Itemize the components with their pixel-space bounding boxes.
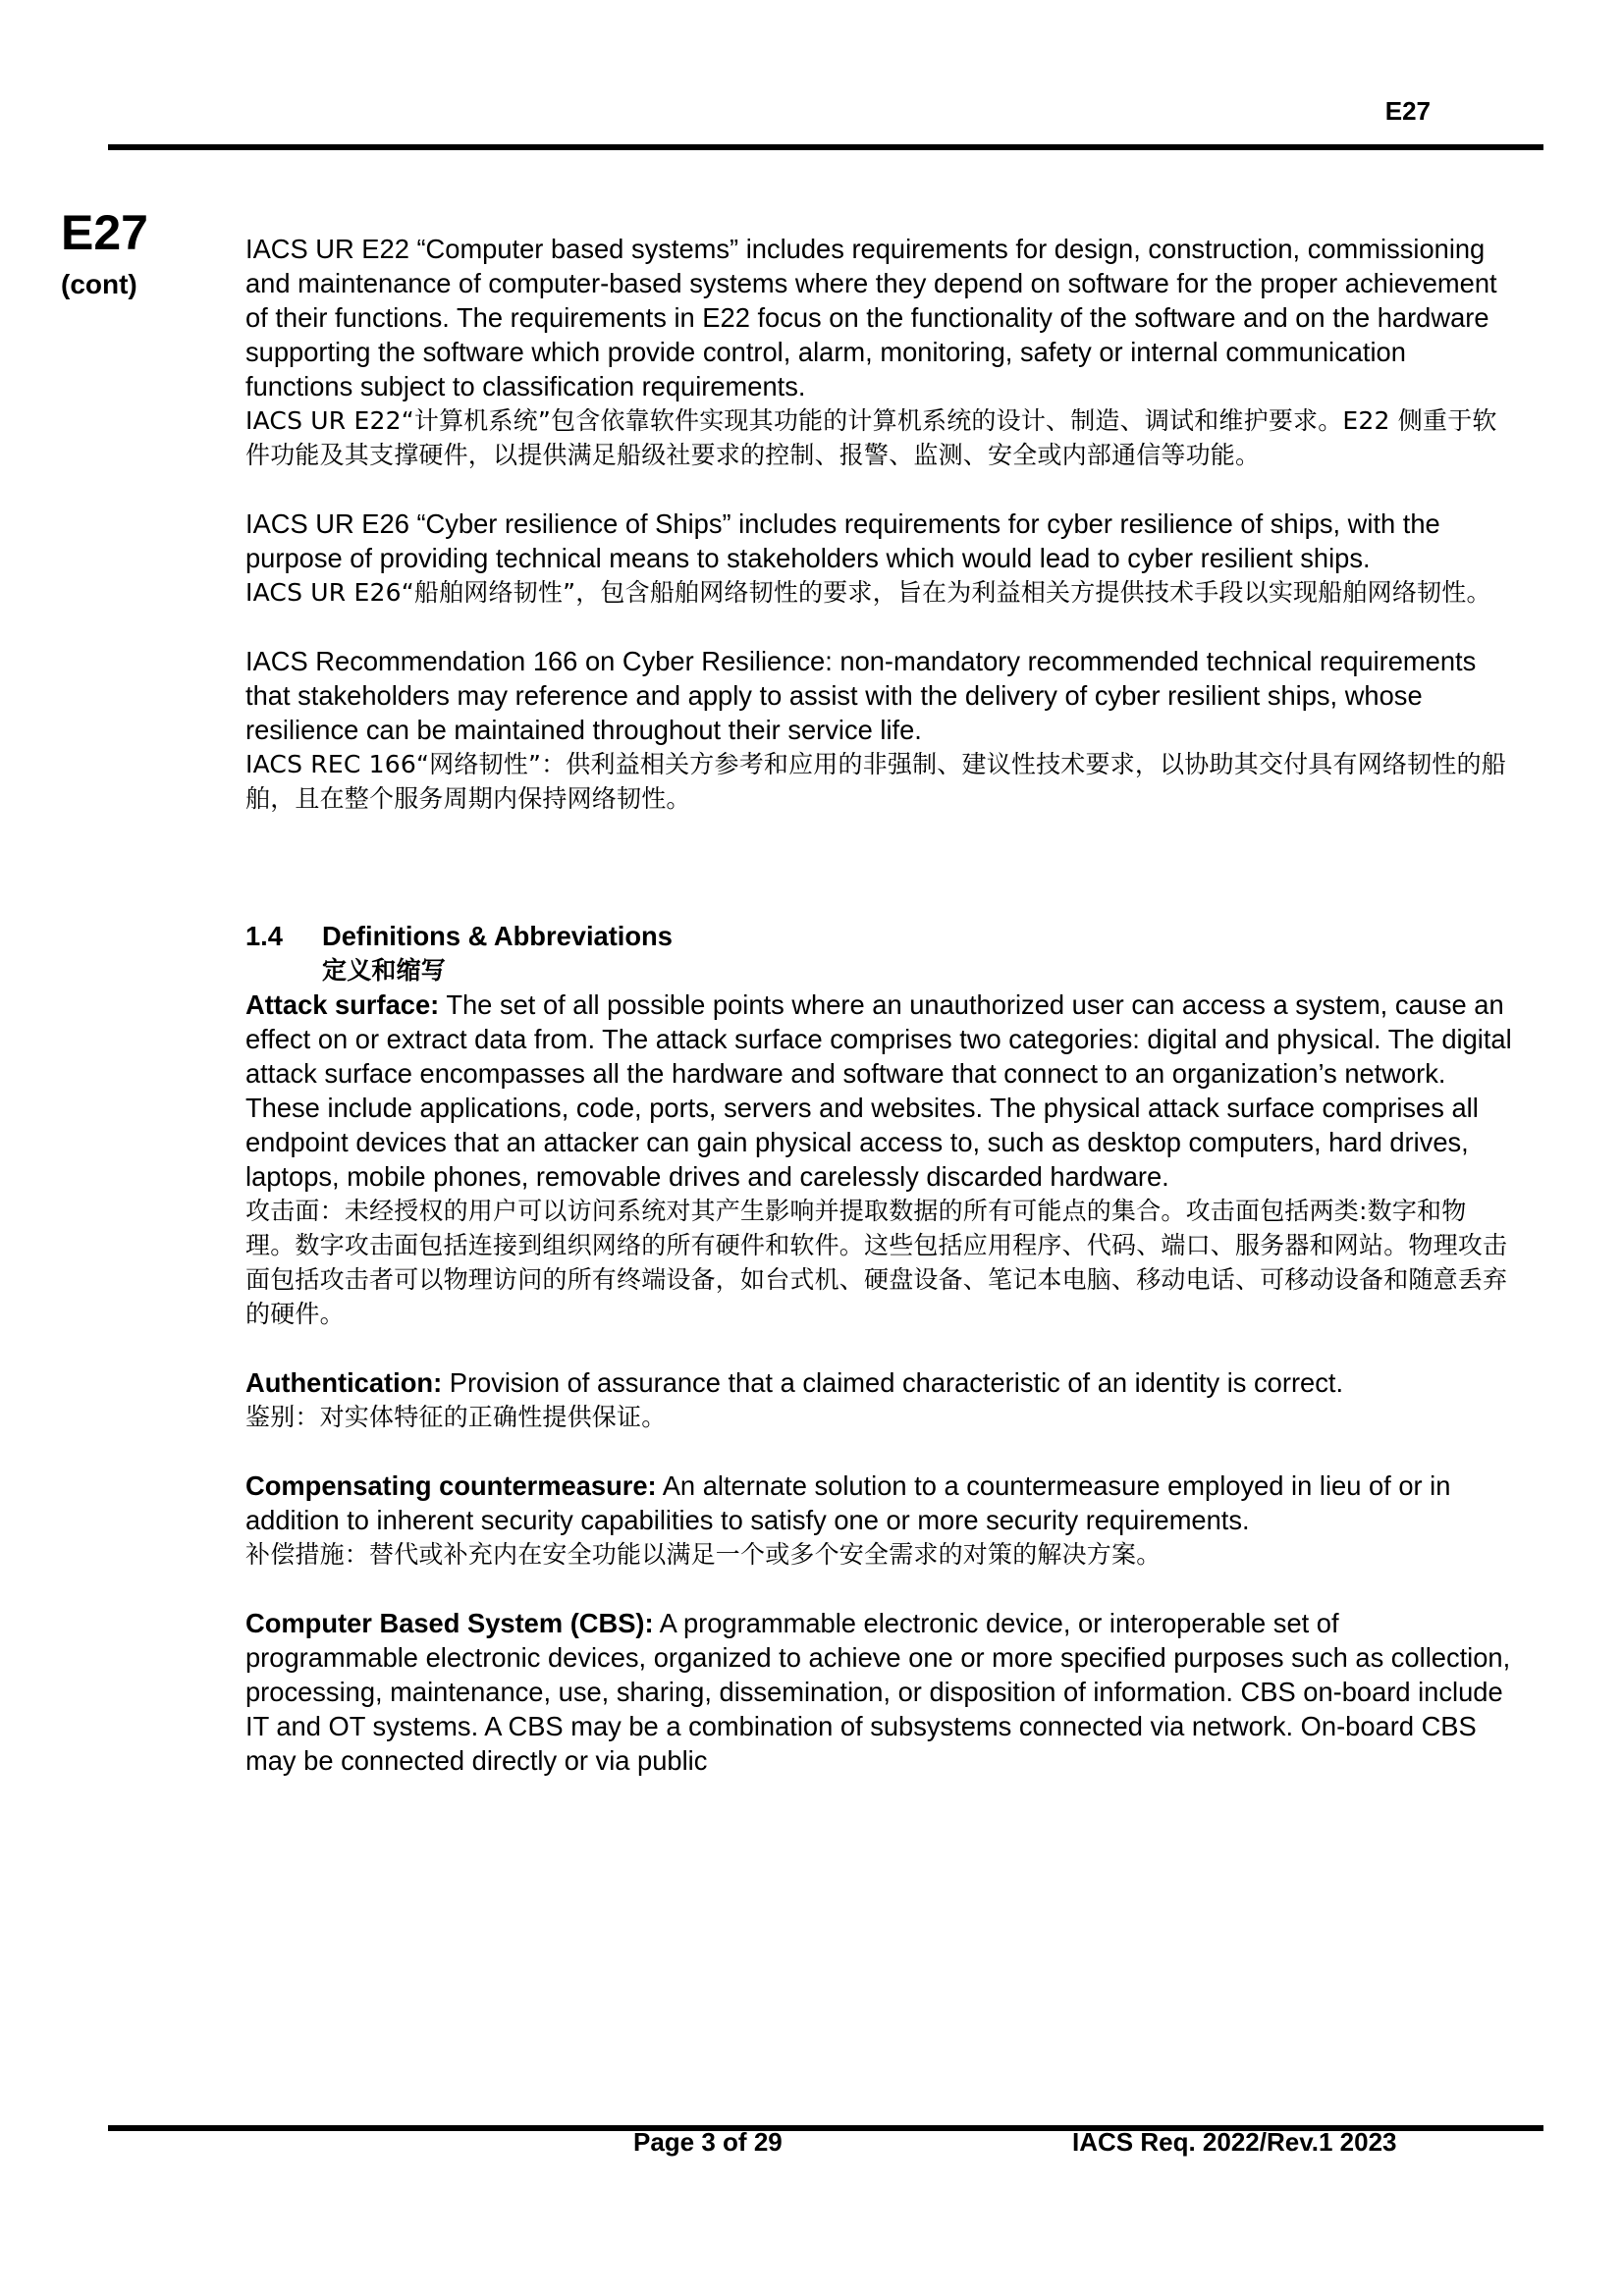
section-heading [245, 919, 1512, 953]
content-body [245, 232, 1512, 1778]
section-title-zh: 定义和缩写 [322, 956, 447, 985]
definition-authentication-zh: 鉴别：对实体特征的正确性提供保证。 [245, 1403, 667, 1431]
section-number: 1.4 [245, 921, 283, 951]
definition-compensating-countermeasure-zh: 补偿措施：替代或补充内在安全功能以满足一个或多个安全需求的对策的解决方案。 [245, 1540, 1162, 1569]
page-number: Page 3 of 29 [633, 2127, 783, 2157]
definition-cbs [245, 1606, 1512, 1778]
definition-text: An alternate solution to a countermeasure employed in lieu of or in addition to inherent security capabilities to satisfy one or more security requirements. [245, 1470, 1451, 1535]
definition-compensating-countermeasure [245, 1468, 1512, 1537]
definition-attack-surface-zh: 攻击面：未经授权的用户可以访问系统对其产生影响并提取数据的所有可能点的集合。攻击面包括两类:数字和物理。数字攻击面包括连接到组织网络的所有硬件和软件。这些包括应用程序、代码、端口、服务器和网站。物理攻击面包括攻击者可以物理访问的所有终端设备，如台式机、硬盘设备、笔记本电脑、移动电话、可移动设备和随意丢弃的硬件。 [245, 1197, 1508, 1328]
definition-text: The set of all possible points where an unauthorized user can access a system, cause an effect on or extract data from. The attack surface comprises two categories: digital and physical. The digital attack surface encompasses all the hardware and software that connect to an organization’s network. These include applications, code, ports, servers and websites. The physical attack surface comprises all endpoint devices that an attacker can gain physical access to, such as desktop computers, hard drives, laptops, mobile phones, removable drives and carelessly discarded hardware. [245, 989, 1512, 1192]
intro-rec166-zh: IACS REC 166“网络韧性”：供利益相关方参考和应用的非强制、建议性技术要求，以协助其交付具有网络韧性的船舶，且在整个服务周期内保持网络韧性。 [245, 750, 1506, 813]
definition-text: A programmable electronic device, or interoperable set of programmable electronic devices, organized to achieve one or more specified purposes such as collection, processing, maintenance, use, sharing, dissemination, or disposition of information. CBS on-board include IT and OT systems. A CBS may be a combination of subsystems connected via network. On-board CBS may be connected directly or via public [245, 1608, 1511, 1776]
document-reference: IACS Req. 2022/Rev.1 2023 [1072, 2127, 1397, 2157]
header-code: E27 [1384, 96, 1431, 126]
side-cont: (cont) [61, 269, 137, 299]
side-code: E27 [61, 205, 148, 260]
definition-authentication [245, 1365, 1512, 1400]
definition-text: Provision of assurance that a claimed characteristic of an identity is correct. [442, 1367, 1344, 1398]
intro-rec166-en: IACS Recommendation 166 on Cyber Resilience: non-mandatory recommended technical requirements that stakeholders may reference and apply to assist with the delivery of cyber resilient ships, whose resilience can be maintained throughout their service life. [245, 646, 1477, 745]
definition-term: Compensating countermeasure: [245, 1470, 657, 1501]
definition-term: Computer Based System (CBS): [245, 1608, 654, 1638]
intro-e22-en: IACS UR E22 “Computer based systems” includes requirements for design, construction, commissioning and maintenance of computer-based systems where they depend on software for the proper achievement of their functions. The requirements in E22 focus on the functionality of the software and on the hardware supporting the software which provide control, alarm, monitoring, safety or internal communication functions subject to classification requirements. [245, 234, 1497, 401]
header-rule [108, 144, 1543, 150]
definition-term: Authentication: [245, 1367, 443, 1398]
intro-e26-en: IACS UR E26 “Cyber resilience of Ships” includes requirements for cyber resilience of ships, with the purpose of providing technical means to stakeholders which would lead to cyber resilient ships. [245, 508, 1440, 573]
intro-e26-zh: IACS UR E26“船舶网络韧性”，包含船舶网络韧性的要求，旨在为利益相关方提供技术手段以实现船舶网络韧性。 [245, 578, 1491, 607]
section-title: Definitions & Abbreviations [322, 921, 673, 951]
definition-attack-surface [245, 988, 1512, 1194]
intro-e22-zh: IACS UR E22“计算机系统”包含依靠软件实现其功能的计算机系统的设计、制造、调试和维护要求。E22 侧重于软件功能及其支撑硬件，以提供满足船级社要求的控制、报警、监测、安全或内部通信等功能。 [245, 406, 1497, 469]
definition-term: Attack surface: [245, 989, 440, 1020]
